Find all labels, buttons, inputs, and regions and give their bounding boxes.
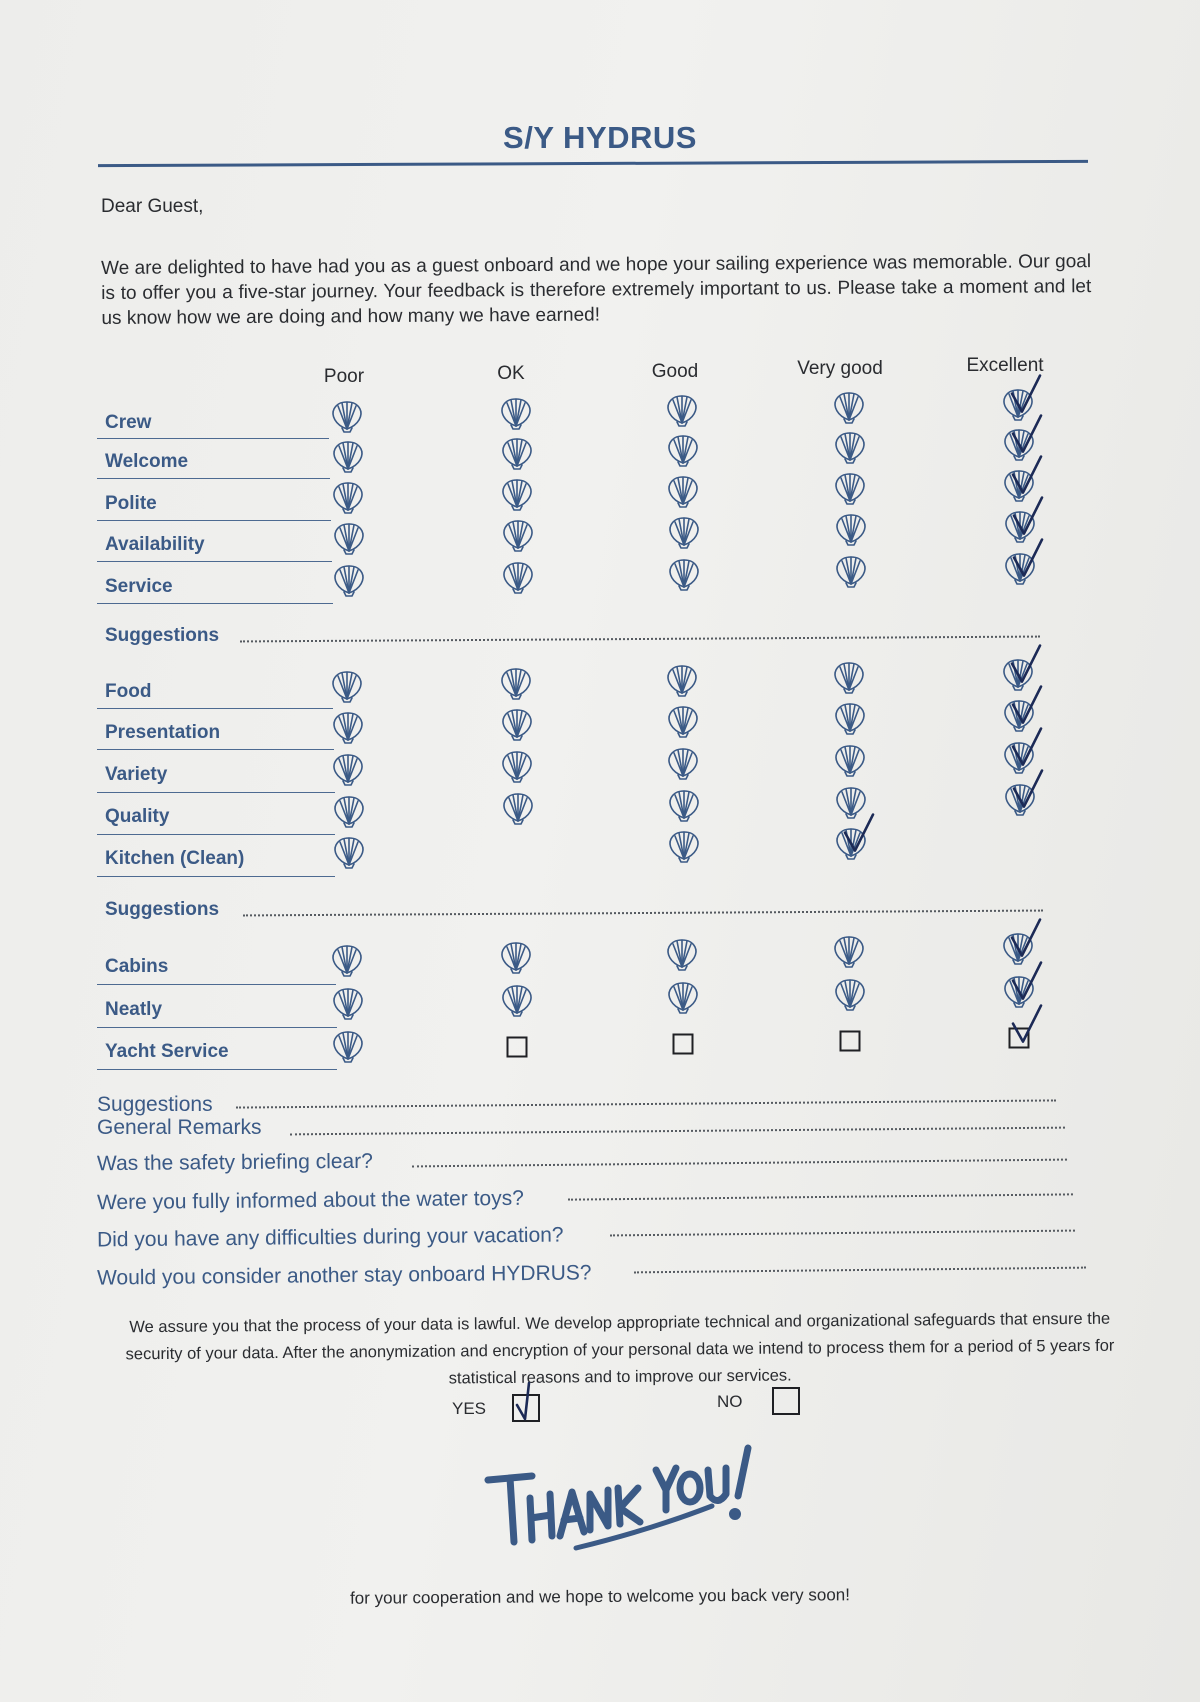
greeting: Dear Guest, — [101, 196, 204, 217]
handwritten-thank-you — [480, 1440, 780, 1570]
shell-rating-icon[interactable] — [666, 515, 702, 549]
shell-rating-icon[interactable] — [832, 471, 868, 505]
shell-rating-icon[interactable] — [1002, 551, 1038, 585]
suggestions-line[interactable] — [243, 910, 1043, 917]
row-rule — [97, 984, 336, 985]
shell-rating-icon[interactable] — [665, 980, 701, 1014]
shell-rating-icon[interactable] — [331, 794, 367, 828]
shell-rating-icon[interactable] — [329, 669, 365, 703]
column-header-good: Good — [651, 361, 699, 382]
question-difficulties: Did you have any difficulties during your vacation? — [96, 1223, 564, 1252]
row-rule — [97, 1069, 337, 1070]
row-rule — [97, 876, 335, 877]
shell-rating-icon[interactable] — [1001, 974, 1037, 1008]
row-rule — [97, 834, 335, 835]
row-label-presentation: Presentation — [105, 722, 221, 743]
shell-rating-icon[interactable] — [832, 430, 868, 464]
shell-rating-icon[interactable] — [666, 557, 702, 591]
shell-rating-icon[interactable] — [500, 518, 536, 552]
suggestions-line[interactable] — [240, 636, 1040, 643]
shell-rating-icon[interactable] — [330, 480, 366, 514]
shell-rating-icon[interactable] — [833, 512, 869, 546]
question-another-stay: Would you consider another stay onboard HYDRUS? — [96, 1261, 592, 1290]
shell-rating-icon[interactable] — [665, 433, 701, 467]
shell-rating-icon[interactable] — [499, 707, 535, 741]
shell-rating-icon[interactable] — [832, 977, 868, 1011]
row-label-food: Food — [105, 681, 152, 702]
shell-rating-icon[interactable] — [831, 934, 867, 968]
shell-rating-icon[interactable] — [329, 943, 365, 977]
shell-rating-icon[interactable] — [666, 788, 702, 822]
shell-rating-icon[interactable] — [664, 663, 700, 697]
answer-line[interactable] — [634, 1267, 1086, 1274]
shell-rating-icon[interactable] — [664, 393, 700, 427]
shell-rating-icon[interactable] — [664, 937, 700, 971]
suggestions-line[interactable] — [236, 1099, 1056, 1108]
shell-rating-icon[interactable] — [832, 743, 868, 777]
question-general-remarks: General Remarks — [97, 1116, 262, 1139]
shell-rating-icon[interactable] — [498, 396, 534, 430]
shell-rating-icon[interactable] — [330, 752, 366, 786]
shell-rating-icon[interactable] — [498, 666, 534, 700]
answer-line[interactable] — [290, 1127, 1065, 1136]
shell-rating-icon[interactable] — [498, 940, 534, 974]
shell-rating-icon[interactable] — [1000, 931, 1036, 965]
shell-rating-icon[interactable] — [833, 785, 869, 819]
row-label-availability: Availability — [105, 534, 205, 555]
shell-rating-icon[interactable] — [331, 521, 367, 555]
shell-rating-icon[interactable] — [1001, 740, 1037, 774]
shell-rating-icon[interactable] — [665, 704, 701, 738]
shell-rating-icon[interactable] — [499, 477, 535, 511]
shell-rating-icon[interactable] — [665, 746, 701, 780]
row-rule — [97, 438, 329, 439]
shell-rating-icon[interactable] — [666, 829, 702, 863]
row-label-yacht-service: Yacht Service — [105, 1041, 229, 1062]
row-rule — [97, 478, 330, 479]
title-divider — [98, 160, 1088, 167]
shell-rating-icon[interactable] — [499, 983, 535, 1017]
shell-rating-icon[interactable] — [1000, 387, 1036, 421]
page-title: S/Y HYDRUS — [503, 120, 697, 155]
column-header-excellent: Excellent — [966, 355, 1044, 376]
rating-checkbox[interactable] — [507, 1037, 528, 1058]
shell-rating-icon[interactable] — [331, 835, 367, 869]
shell-rating-icon[interactable] — [1002, 509, 1038, 543]
row-label-neatly: Neatly — [105, 999, 163, 1020]
row-rule — [97, 1027, 337, 1028]
shell-rating-icon[interactable] — [1001, 468, 1037, 502]
consent-no-label: NO — [717, 1392, 743, 1411]
shell-rating-icon[interactable] — [1001, 427, 1037, 461]
rating-checkbox[interactable] — [1009, 1028, 1030, 1049]
consent-no-checkbox[interactable] — [772, 1387, 800, 1415]
column-header-poor: Poor — [323, 366, 365, 387]
row-rule — [97, 520, 331, 521]
shell-rating-icon[interactable] — [1002, 782, 1038, 816]
rating-checkbox[interactable] — [673, 1034, 694, 1055]
row-rule — [97, 561, 332, 562]
shell-rating-icon[interactable] — [331, 563, 367, 597]
row-label-variety: Variety — [105, 764, 168, 785]
row-label-kitchen-clean: Kitchen (Clean) — [105, 848, 245, 869]
row-label-polite: Polite — [105, 493, 157, 514]
row-rule — [97, 749, 334, 750]
row-label-service: Service — [105, 576, 173, 597]
closing-line: for your cooperation and we hope to welcome you back very soon! — [349, 1585, 851, 1608]
privacy-notice: We assure you that the process of your data is lawful. We develop appropriate technical and organizational safeguards that ensure the security of your data. After the anonymization and encryption of your personal data we intend to process them for a period of 5 years for statistical reasons and to improve our services. — [125, 1309, 1115, 1388]
consent-yes-label: YES — [452, 1399, 487, 1418]
shell-rating-icon[interactable] — [329, 399, 365, 433]
row-rule — [97, 792, 335, 793]
row-rule — [97, 708, 333, 709]
question-safety-briefing: Was the safety briefing clear? — [96, 1149, 373, 1176]
shell-rating-icon[interactable] — [1001, 698, 1037, 732]
shell-rating-icon[interactable] — [1000, 657, 1036, 691]
shell-rating-icon[interactable] — [665, 474, 701, 508]
suggestions-label: Suggestions — [105, 625, 220, 646]
shell-rating-icon[interactable] — [831, 660, 867, 694]
shell-rating-icon[interactable] — [330, 710, 366, 744]
row-label-quality: Quality — [105, 806, 170, 827]
shell-rating-icon[interactable] — [500, 791, 536, 825]
row-rule — [97, 603, 333, 604]
shell-rating-icon[interactable] — [499, 436, 535, 470]
row-label-welcome: Welcome — [105, 451, 189, 472]
answer-line[interactable] — [568, 1193, 1073, 1200]
suggestions-label: Suggestions — [97, 1093, 213, 1116]
column-header-very-good: Very good — [797, 358, 883, 379]
shell-rating-icon[interactable] — [833, 554, 869, 588]
suggestions-label: Suggestions — [105, 899, 220, 920]
shell-rating-icon[interactable] — [500, 560, 536, 594]
row-label-crew: Crew — [105, 412, 152, 433]
question-water-toys: Were you fully informed about the water toys? — [96, 1186, 524, 1215]
shell-rating-icon[interactable] — [831, 390, 867, 424]
answer-line[interactable] — [412, 1159, 1067, 1168]
shell-rating-icon[interactable] — [330, 1029, 366, 1063]
shell-rating-icon[interactable] — [330, 986, 366, 1020]
column-header-ok: OK — [497, 363, 525, 384]
intro-paragraph: We are delighted to have had you as a guest onboard and we hope your sailing experience was memorable. Our goal is to offer you a five-star journey. Your feedback is therefore extremely important to us. Please take a moment and let us know how we are doing and how many we have earned! — [101, 251, 1092, 329]
shell-rating-icon[interactable] — [330, 439, 366, 473]
consent-yes-checkbox[interactable] — [512, 1394, 540, 1422]
row-label-cabins: Cabins — [105, 956, 169, 977]
answer-line[interactable] — [610, 1230, 1075, 1237]
shell-rating-icon[interactable] — [833, 826, 869, 860]
shell-rating-icon[interactable] — [499, 749, 535, 783]
rating-checkbox[interactable] — [840, 1031, 861, 1052]
shell-rating-icon[interactable] — [832, 701, 868, 735]
